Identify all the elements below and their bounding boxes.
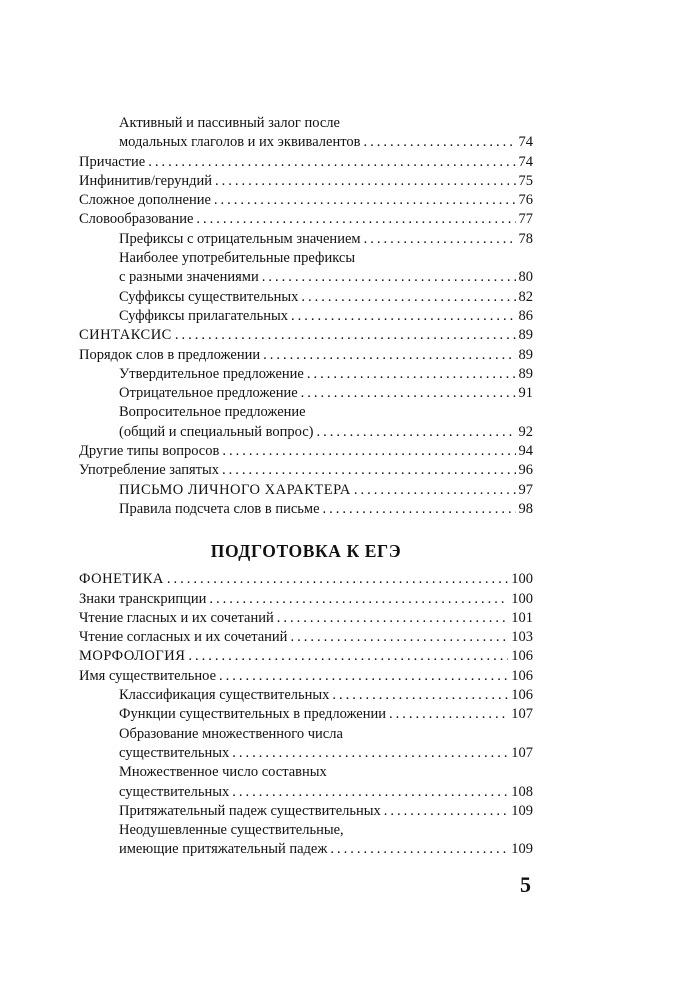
toc-entry-page: 75	[518, 172, 533, 189]
toc-entry-title: Другие типы вопросов	[79, 443, 220, 460]
toc-entry-page: 106	[511, 687, 533, 704]
toc-entry[interactable]	[79, 346, 533, 365]
toc-entry[interactable]	[79, 133, 533, 152]
toc-entry[interactable]	[79, 288, 533, 307]
toc-entry-title: Наиболее употребительные префиксы	[119, 250, 356, 267]
toc-section-exam-prep	[79, 570, 533, 859]
toc-entry[interactable]	[79, 783, 533, 802]
section-heading: ПОДГОТОВКА К ЕГЭ	[210, 541, 402, 562]
dot-leader	[188, 647, 508, 666]
toc-entry-page: 109	[511, 841, 533, 858]
dot-leader	[262, 268, 516, 287]
toc-entry-page: 101	[511, 609, 533, 626]
toc-entry-page: 82	[518, 288, 533, 305]
toc-entry[interactable]	[79, 802, 533, 821]
toc-entry-title: Причастие	[79, 153, 146, 170]
toc-entry[interactable]	[79, 268, 533, 287]
toc-entry[interactable]	[79, 744, 533, 763]
toc-entry[interactable]	[79, 403, 533, 422]
toc-entry-title: Правила подсчета слов в письме	[119, 500, 320, 517]
toc-entry-title: существительных	[119, 744, 230, 761]
toc-entry-page: 97	[518, 481, 533, 498]
toc-entry-page: 94	[518, 443, 533, 460]
toc-entry-page: 98	[518, 500, 533, 517]
toc-section-grammar	[79, 114, 533, 519]
dot-leader	[215, 172, 515, 191]
toc-entry[interactable]	[79, 840, 533, 859]
toc-entry-title: модальных глаголов и их эквивалентов	[119, 134, 361, 151]
toc-entry-title: Суффиксы прилагательных	[119, 307, 288, 324]
dot-leader	[323, 500, 516, 519]
toc-entry-page: 91	[518, 385, 533, 402]
dot-leader	[214, 191, 516, 210]
toc-entry-title: Префиксы с отрицательным значением	[119, 230, 361, 247]
dot-leader	[330, 840, 508, 859]
toc-entry[interactable]	[79, 172, 533, 191]
toc-entry-title: Отрицательное предложение	[119, 385, 298, 402]
toc-entry-title: Активный и пассивный залог после	[119, 115, 340, 131]
toc-entry-page: 108	[511, 783, 533, 800]
dot-leader	[232, 744, 508, 763]
toc-entry[interactable]	[79, 191, 533, 210]
toc-entry-page: 109	[511, 802, 533, 819]
dot-leader	[277, 609, 508, 628]
page-number: 5	[520, 872, 531, 897]
dot-leader	[301, 384, 516, 403]
dot-leader	[301, 288, 515, 307]
toc-entry-title: Утвердительное предложение	[119, 365, 304, 382]
toc-entry[interactable]	[79, 307, 533, 326]
toc-entry[interactable]	[79, 365, 533, 384]
toc-entry-page: 106	[511, 667, 533, 684]
toc-entry-page: 89	[518, 327, 533, 344]
toc-entry-page: 77	[518, 211, 533, 228]
dot-leader	[263, 346, 515, 365]
toc-entry-page: 80	[518, 269, 533, 286]
toc-entry-title: имеющие притяжательный падеж	[119, 841, 328, 858]
dot-leader	[316, 423, 515, 442]
toc-entry[interactable]	[79, 442, 533, 461]
toc-entry-title: Чтение гласных и их сочетаний	[79, 609, 274, 626]
toc-entry[interactable]	[79, 384, 533, 403]
dot-leader	[290, 628, 508, 647]
toc-entry[interactable]	[79, 481, 533, 500]
dot-leader	[364, 230, 516, 249]
dot-leader	[219, 667, 508, 686]
toc-entry-title: Суффиксы существительных	[119, 288, 299, 305]
toc-entry-title: Имя существительное	[79, 667, 217, 684]
toc-entry-page: 107	[511, 744, 533, 761]
toc-entry[interactable]	[79, 590, 533, 609]
toc-entry-page: 100	[511, 590, 533, 607]
toc-entry-title: Неодушевленные существительные,	[119, 822, 344, 839]
toc-entry-title: Словообразование	[79, 211, 194, 228]
toc-entry[interactable]	[79, 249, 533, 268]
toc-entry[interactable]	[79, 686, 533, 705]
toc-entry[interactable]	[79, 628, 533, 647]
toc-entry[interactable]	[79, 326, 533, 345]
toc-entry[interactable]	[79, 500, 533, 519]
toc-entry-title: с разными значениями	[119, 269, 259, 286]
dot-leader	[175, 326, 516, 345]
toc-entry[interactable]	[79, 210, 533, 229]
toc-entry-page: 74	[518, 153, 533, 170]
toc-entry-title: Сложное дополнение	[79, 192, 211, 209]
toc-entry-page: 92	[518, 423, 533, 440]
toc-entry-page: 76	[518, 192, 533, 209]
toc-entry-page: 106	[511, 648, 533, 665]
toc-entry[interactable]	[79, 609, 533, 628]
toc-entry[interactable]	[79, 821, 533, 840]
toc-entry-title: Функции существительных в предложении	[119, 706, 387, 723]
toc-entry-title: Множественное число составных	[119, 764, 327, 781]
toc-entry-title: Порядок слов в предложении	[79, 346, 261, 363]
dot-leader	[354, 481, 516, 500]
toc-entry-title: ПИСЬМО ЛИЧНОГО ХАРАКТЕРА	[119, 481, 351, 498]
toc-entry-page: 107	[511, 706, 533, 723]
toc-entry-title: существительных	[119, 783, 230, 800]
dot-leader	[209, 590, 508, 609]
toc-entry-title: Знаки транскрипции	[79, 590, 207, 607]
toc-entry[interactable]	[79, 725, 533, 744]
toc-entry[interactable]	[79, 763, 533, 782]
toc-entry-page: 103	[511, 629, 533, 646]
dot-leader	[384, 802, 509, 821]
toc-entry-page: 78	[518, 230, 533, 247]
toc-entry[interactable]	[79, 705, 533, 724]
toc-entry-page: 100	[511, 571, 533, 588]
toc-entry-title: Образование множественного числа	[119, 725, 343, 742]
toc-entry-title: Вопросительное предложение	[119, 404, 306, 421]
toc-entry-page: 96	[518, 462, 533, 479]
toc-entry-page: 89	[518, 346, 533, 363]
toc-entry[interactable]	[79, 230, 533, 249]
dot-leader	[291, 307, 516, 326]
dot-leader	[167, 570, 508, 589]
toc-entry-title: (общий и специальный вопрос)	[119, 423, 314, 440]
dot-leader	[232, 783, 508, 802]
dot-leader	[222, 442, 515, 461]
dot-leader	[363, 133, 515, 152]
toc-entry-title: Классификация существительных	[119, 687, 330, 704]
toc-entry[interactable]	[79, 461, 533, 480]
dot-leader	[389, 705, 508, 724]
toc-entry[interactable]	[79, 114, 533, 133]
toc-entry-title: СИНТАКСИС	[79, 327, 172, 344]
toc-entry-title: Употребление запятых	[79, 462, 220, 479]
toc-entry-title: МОРФОЛОГИЯ	[79, 648, 186, 665]
toc-entry-title: Чтение согласных и их сочетаний	[79, 629, 288, 646]
toc-page	[79, 114, 533, 860]
toc-entry-title: Инфинитив/герундий	[79, 172, 213, 189]
toc-entry[interactable]	[79, 570, 533, 589]
toc-entry-page: 74	[518, 134, 533, 151]
toc-entry[interactable]	[79, 647, 533, 666]
toc-entry-title: Притяжательный падеж существительных	[119, 802, 381, 819]
dot-leader	[332, 686, 508, 705]
dot-leader	[148, 153, 515, 172]
toc-entry[interactable]	[79, 423, 533, 442]
toc-entry-page: 89	[518, 365, 533, 382]
toc-entry-page: 86	[518, 307, 533, 324]
dot-leader	[307, 365, 516, 384]
dot-leader	[196, 210, 515, 229]
toc-entry[interactable]	[79, 667, 533, 686]
dot-leader	[222, 461, 515, 480]
toc-entry-title: ФОНЕТИКА	[79, 571, 164, 588]
toc-entry[interactable]	[79, 153, 533, 172]
